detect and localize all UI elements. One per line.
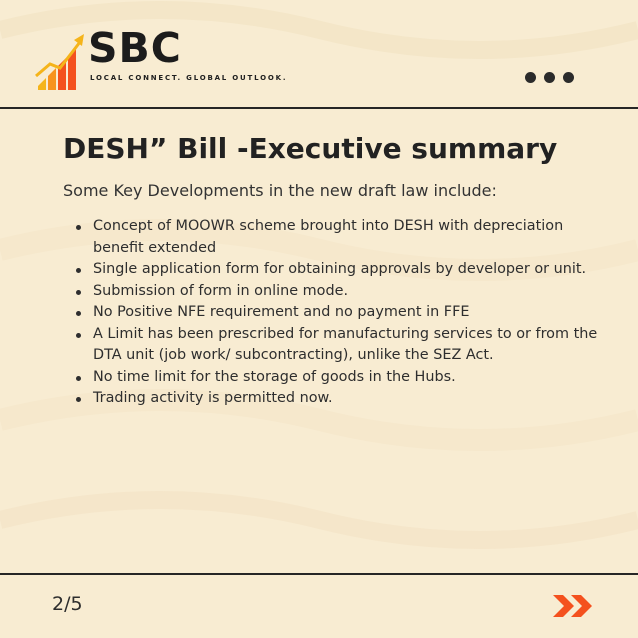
list-item: A Limit has been prescribed for manufacturing services to or from the DTA unit (job work/ subcontracting), unlike the SEZ Act. — [74, 324, 604, 367]
list-item: Submission of form in online mode. — [74, 281, 604, 303]
more-dots-icon[interactable] — [525, 72, 574, 83]
brand-name: SBC — [88, 24, 182, 72]
footer-divider — [0, 573, 638, 575]
list-item: No time limit for the storage of goods in the Hubs. — [74, 367, 604, 389]
list-item: Concept of MOOWR scheme brought into DESH with depreciation benefit extended — [74, 216, 604, 259]
growth-bars-icon — [34, 32, 86, 90]
key-developments-list — [74, 216, 604, 410]
list-item: No Positive NFE requirement and no payment in FFE — [74, 302, 604, 324]
header-divider — [0, 107, 638, 109]
dot — [563, 72, 574, 83]
page-subtitle: Some Key Developments in the new draft law include: — [63, 181, 497, 200]
list-item: Trading activity is permitted now. — [74, 388, 604, 410]
dot — [544, 72, 555, 83]
page-title: DESH” Bill -Executive summary — [63, 132, 558, 165]
dot — [525, 72, 536, 83]
double-chevron-right-icon[interactable] — [553, 595, 595, 617]
list-item: Single application form for obtaining approvals by developer or unit. — [74, 259, 604, 281]
brand-logo — [34, 24, 288, 94]
brand-tagline: LOCAL CONNECT. GLOBAL OUTLOOK. — [90, 74, 288, 82]
page-indicator: 2/5 — [52, 593, 83, 615]
